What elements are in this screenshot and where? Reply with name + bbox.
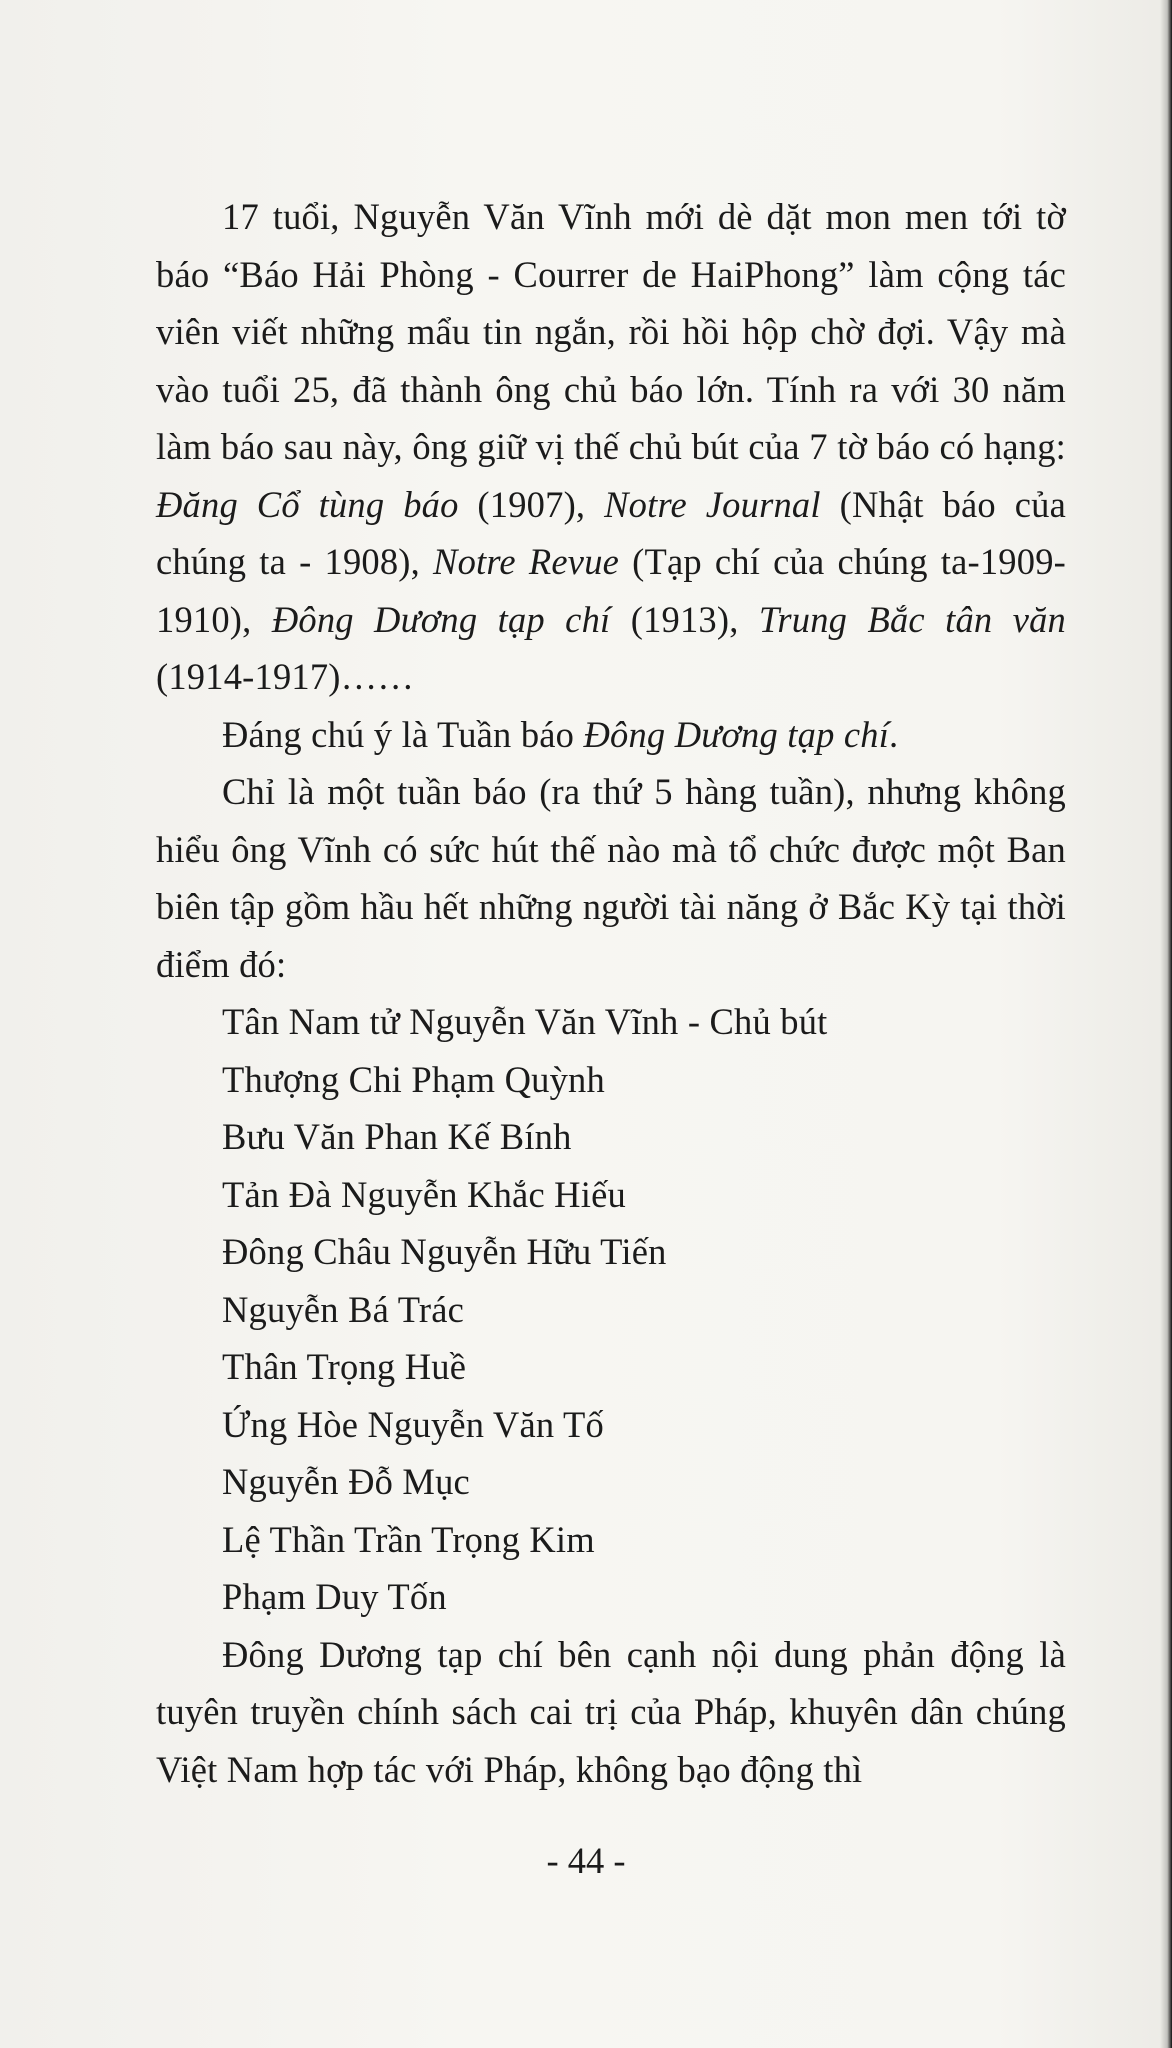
text-run: (Tạp chí của chúng ta-1909-1910), bbox=[156, 541, 1066, 640]
text-run: 17 tuổi, Nguyễn Văn Vĩnh mới dè dặt mon men tới tờ báo “Báo Hải Phòng - Courrer de HaiPhong” làm cộng tác viên viết những mẩu tin ngắn, rồi hồi hộp chờ đợi. Vậy mà vào tuổi 25, đã thành ông chủ báo lớn. Tính ra với 30 năm làm báo sau này, ông giữ vị thế chủ bút của 7 tờ báo có hạng: bbox=[156, 196, 1066, 467]
text-run: Đáng chú ý là Tuần báo bbox=[222, 713, 584, 755]
text-run: (1914-1917)…… bbox=[156, 656, 415, 697]
paragraph-notable bbox=[156, 706, 1066, 764]
staff-item: Bưu Văn Phan Kế Bính bbox=[222, 1116, 572, 1157]
staff-item: Ứng Hòe Nguyễn Văn Tố bbox=[222, 1403, 604, 1445]
staff-item: Nguyễn Đỗ Mục bbox=[222, 1461, 470, 1502]
staff-item: Lệ Thần Trần Trọng Kim bbox=[222, 1518, 595, 1560]
text-run: (1913), bbox=[610, 598, 759, 640]
paragraph-editorial-board: Chỉ là một tuần báo (ra thứ 5 hàng tuần), nhưng không hiểu ông Vĩnh có sức hút thế nào mà tổ chức được một Ban biên tập gồm hầu hết những người tài năng ở Bắc Kỳ tại thời điểm đó: bbox=[156, 771, 1066, 985]
newspaper-title: Đăng Cổ tùng báo bbox=[156, 483, 459, 525]
newspaper-title: Đông Dương tạp chí bbox=[271, 598, 611, 640]
staff-item: Đông Châu Nguyễn Hữu Tiến bbox=[222, 1231, 667, 1272]
newspaper-title: Notre Revue bbox=[433, 541, 620, 582]
newspaper-title: Notre Journal bbox=[604, 483, 821, 525]
staff-item: Phạm Duy Tốn bbox=[222, 1576, 447, 1617]
page-number: - 44 - bbox=[546, 1840, 626, 1881]
staff-item: Tân Nam tử Nguyễn Văn Vĩnh - Chủ bút bbox=[222, 1001, 828, 1042]
text-run: (1907), bbox=[458, 483, 605, 525]
staff-item: Nguyễn Bá Trác bbox=[222, 1288, 465, 1330]
staff-item: Tản Đà Nguyễn Khắc Hiếu bbox=[222, 1173, 626, 1215]
text-run: . bbox=[889, 713, 899, 755]
paragraph-career bbox=[156, 188, 1066, 706]
body-text bbox=[156, 188, 1066, 1798]
page-edge-shadow bbox=[1160, 0, 1172, 2048]
paragraph-policy: Đông Dương tạp chí bên cạnh nội dung phản động là tuyên truyền chính sách cai trị của Pháp, khuyên dân chúng Việt Nam hợp tác với Pháp, không bạo động thì bbox=[156, 1633, 1066, 1790]
staff-item: Thượng Chi Phạm Quỳnh bbox=[222, 1058, 605, 1100]
staff-item: Thân Trọng Huề bbox=[222, 1346, 467, 1387]
editorial-staff-list bbox=[156, 993, 1066, 1626]
newspaper-title: Đông Dương tạp chí bbox=[583, 713, 890, 755]
newspaper-title: Trung Bắc tân văn bbox=[758, 598, 1066, 640]
text-run: (Nhật báo của chúng ta - 1908), bbox=[156, 483, 1066, 582]
